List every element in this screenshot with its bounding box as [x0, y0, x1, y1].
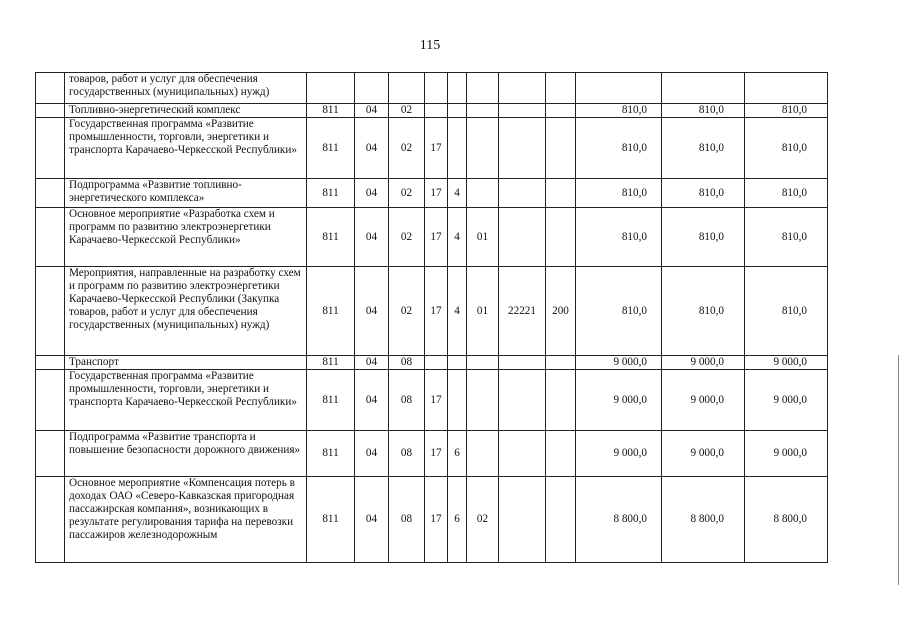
- col-sum-3: 8 800,0: [745, 477, 828, 563]
- table-row: [36, 208, 828, 267]
- budget-table: [35, 72, 828, 563]
- col-direction: [467, 118, 499, 179]
- col-sum-2: 8 800,0: [662, 477, 745, 563]
- col-sum-2: 810,0: [662, 208, 745, 267]
- col-program: 17: [425, 208, 448, 267]
- col-sum-2: 810,0: [662, 118, 745, 179]
- col-vr: [546, 73, 576, 104]
- col-csr: 22221: [499, 267, 546, 356]
- row-name: товаров, работ и услуг для обеспечения государственных (муниципальных) нужд): [65, 73, 307, 104]
- col-direction: [467, 104, 499, 118]
- col-direction: [467, 73, 499, 104]
- col-podrazdel: 02: [389, 118, 425, 179]
- table-row: [36, 477, 828, 563]
- col-razdel: 04: [355, 431, 389, 477]
- col-csr: [499, 73, 546, 104]
- col-csr: [499, 104, 546, 118]
- col-direction: [467, 431, 499, 477]
- col-direction: [467, 179, 499, 208]
- col-subprogram: [448, 104, 467, 118]
- row-blank-cell: [36, 179, 65, 208]
- col-sum-1: 810,0: [576, 104, 662, 118]
- row-name: Подпрограмма «Развитие топливно-энергетического комплекса»: [65, 179, 307, 208]
- col-podrazdel: 08: [389, 356, 425, 370]
- col-program: 17: [425, 179, 448, 208]
- col-program: 17: [425, 370, 448, 431]
- table-row: [36, 267, 828, 356]
- col-gl: 811: [307, 431, 355, 477]
- row-blank-cell: [36, 477, 65, 563]
- col-vr: [546, 208, 576, 267]
- col-sum-1: [576, 73, 662, 104]
- col-sum-1: 810,0: [576, 118, 662, 179]
- col-gl: 811: [307, 477, 355, 563]
- col-razdel: 04: [355, 356, 389, 370]
- col-sum-2: 810,0: [662, 104, 745, 118]
- row-blank-cell: [36, 370, 65, 431]
- col-razdel: 04: [355, 477, 389, 563]
- col-vr: [546, 370, 576, 431]
- col-sum-3: 9 000,0: [745, 431, 828, 477]
- scan-edge-mark: [898, 355, 899, 585]
- row-name: Подпрограмма «Развитие транспорта и повышение безопасности дорожного движения»: [65, 431, 307, 477]
- col-subprogram: [448, 370, 467, 431]
- col-direction: [467, 356, 499, 370]
- col-direction: 02: [467, 477, 499, 563]
- col-program: 17: [425, 267, 448, 356]
- col-sum-1: 9 000,0: [576, 431, 662, 477]
- col-gl: 811: [307, 179, 355, 208]
- row-blank-cell: [36, 431, 65, 477]
- col-vr: [546, 477, 576, 563]
- col-sum-3: 810,0: [745, 104, 828, 118]
- table-row: [36, 73, 828, 104]
- col-subprogram: [448, 73, 467, 104]
- row-blank-cell: [36, 118, 65, 179]
- col-sum-1: 810,0: [576, 208, 662, 267]
- col-direction: 01: [467, 208, 499, 267]
- col-podrazdel: 08: [389, 431, 425, 477]
- col-podrazdel: 02: [389, 104, 425, 118]
- col-vr: [546, 179, 576, 208]
- col-razdel: [355, 73, 389, 104]
- col-gl: 811: [307, 208, 355, 267]
- row-blank-cell: [36, 104, 65, 118]
- col-vr: [546, 104, 576, 118]
- col-csr: [499, 179, 546, 208]
- col-sum-3: 9 000,0: [745, 370, 828, 431]
- col-sum-3: 9 000,0: [745, 356, 828, 370]
- col-sum-3: [745, 73, 828, 104]
- col-podrazdel: 02: [389, 208, 425, 267]
- col-podrazdel: [389, 73, 425, 104]
- col-direction: 01: [467, 267, 499, 356]
- col-sum-2: 9 000,0: [662, 431, 745, 477]
- row-name: Основное мероприятие «Компенсация потерь в доходах ОАО «Северо-Кавказская пригородная пассажирская компания», возникающих в результате регулирования тарифа на перевозки пассажиров железнодорожным: [65, 477, 307, 563]
- col-sum-3: 810,0: [745, 118, 828, 179]
- col-razdel: 04: [355, 370, 389, 431]
- col-subprogram: 6: [448, 477, 467, 563]
- col-csr: [499, 208, 546, 267]
- table-row: [36, 370, 828, 431]
- col-razdel: 04: [355, 208, 389, 267]
- col-sum-2: [662, 73, 745, 104]
- row-name: Государственная программа «Развитие промышленности, торговли, энергетики и транспорта Карачаево-Черкесской Республики»: [65, 118, 307, 179]
- page-number: 115: [419, 38, 441, 53]
- col-vr: [546, 356, 576, 370]
- table-row: [36, 104, 828, 118]
- col-subprogram: 4: [448, 208, 467, 267]
- col-csr: [499, 370, 546, 431]
- col-gl: 811: [307, 267, 355, 356]
- col-podrazdel: 02: [389, 179, 425, 208]
- col-csr: [499, 477, 546, 563]
- row-blank-cell: [36, 356, 65, 370]
- col-gl: 811: [307, 370, 355, 431]
- col-sum-3: 810,0: [745, 267, 828, 356]
- row-name: Топливно-энергетический комплекс: [65, 104, 307, 118]
- table-row: [36, 356, 828, 370]
- col-program: 17: [425, 431, 448, 477]
- row-name: Основное мероприятие «Разработка схем и программ по развитию электроэнергетики Карачаево-Черкесской Республики»: [65, 208, 307, 267]
- col-gl: 811: [307, 118, 355, 179]
- col-program: 17: [425, 118, 448, 179]
- row-blank-cell: [36, 73, 65, 104]
- row-blank-cell: [36, 267, 65, 356]
- col-sum-2: 9 000,0: [662, 356, 745, 370]
- col-sum-2: 9 000,0: [662, 370, 745, 431]
- col-direction: [467, 370, 499, 431]
- row-blank-cell: [36, 208, 65, 267]
- table-row: [36, 431, 828, 477]
- col-sum-2: 810,0: [662, 179, 745, 208]
- col-sum-1: 9 000,0: [576, 370, 662, 431]
- col-sum-3: 810,0: [745, 208, 828, 267]
- table-row: [36, 179, 828, 208]
- col-sum-3: 810,0: [745, 179, 828, 208]
- col-program: [425, 73, 448, 104]
- col-vr: [546, 431, 576, 477]
- col-gl: 811: [307, 356, 355, 370]
- col-sum-2: 810,0: [662, 267, 745, 356]
- table-row: [36, 118, 828, 179]
- row-name: Мероприятия, направленные на разработку схем и программ по развитию электроэнергетики Карачаево-Черкесской Республики (Закупка товаров, работ и услуг для обеспечения государственных (муниципальных) нужд): [65, 267, 307, 356]
- col-vr: [546, 118, 576, 179]
- col-subprogram: [448, 118, 467, 179]
- col-sum-1: 9 000,0: [576, 356, 662, 370]
- col-program: [425, 104, 448, 118]
- col-subprogram: 4: [448, 267, 467, 356]
- col-program: 17: [425, 477, 448, 563]
- col-podrazdel: 08: [389, 477, 425, 563]
- col-subprogram: 6: [448, 431, 467, 477]
- col-csr: [499, 118, 546, 179]
- col-vr: 200: [546, 267, 576, 356]
- col-subprogram: 4: [448, 179, 467, 208]
- col-gl: [307, 73, 355, 104]
- col-csr: [499, 431, 546, 477]
- col-sum-1: 810,0: [576, 267, 662, 356]
- col-razdel: 04: [355, 104, 389, 118]
- row-name: Транспорт: [65, 356, 307, 370]
- col-razdel: 04: [355, 118, 389, 179]
- col-sum-1: 810,0: [576, 179, 662, 208]
- col-subprogram: [448, 356, 467, 370]
- col-program: [425, 356, 448, 370]
- col-podrazdel: 08: [389, 370, 425, 431]
- row-name: Государственная программа «Развитие промышленности, торговли, энергетики и транспорта Карачаево-Черкесской Республики»: [65, 370, 307, 431]
- col-sum-1: 8 800,0: [576, 477, 662, 563]
- col-razdel: 04: [355, 267, 389, 356]
- col-csr: [499, 356, 546, 370]
- col-gl: 811: [307, 104, 355, 118]
- col-razdel: 04: [355, 179, 389, 208]
- col-podrazdel: 02: [389, 267, 425, 356]
